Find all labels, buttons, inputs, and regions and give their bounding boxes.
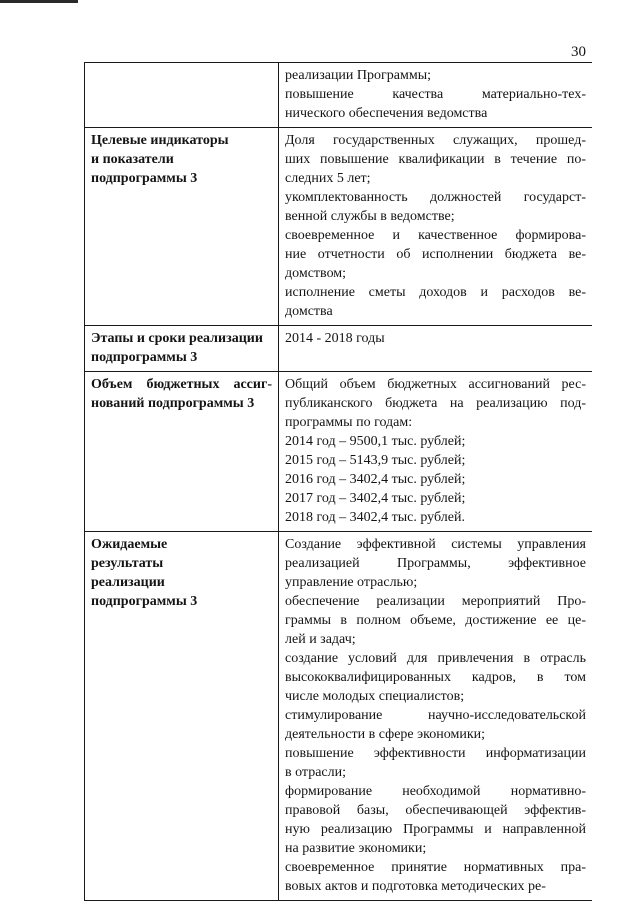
row-content-line: реализации Программы; <box>285 68 432 83</box>
row-content-line: ших повышение квалификации в течение по- <box>285 152 586 167</box>
row-label-cell <box>85 532 279 901</box>
table-row <box>85 326 593 372</box>
row-content-line: в отрасли; <box>285 765 347 780</box>
row-label-line: и показатели <box>91 152 174 167</box>
row-content-line: 2018 год – 3402,4 тыс. рублей. <box>285 510 465 525</box>
row-content-line: 2014 - 2018 годы <box>285 331 385 346</box>
row-content-line: 2015 год – 5143,9 тыс. рублей; <box>285 453 466 468</box>
row-label-line: Этапы и сроки реализации <box>91 331 263 346</box>
table-body <box>85 63 593 901</box>
row-label-cell <box>85 326 279 372</box>
passport-table-wrapper <box>84 62 592 905</box>
row-label-cell <box>85 372 279 532</box>
row-content-line: следних 5 лет; <box>285 171 371 186</box>
table-row <box>85 63 593 128</box>
row-content-line: исполнение сметы доходов и расходов ве- <box>285 285 586 300</box>
row-label-line: нований подпрограммы 3 <box>91 396 255 411</box>
row-content-line: 2014 год – 9500,1 тыс. рублей; <box>285 434 466 449</box>
row-content-line: высококвалифицированных кадров, в том <box>285 670 586 685</box>
row-content-line: программы по годам: <box>285 415 413 430</box>
table-row <box>85 532 593 901</box>
row-content-line: домством; <box>285 266 347 281</box>
row-label-line: Целевые индикаторы <box>91 133 229 148</box>
row-content-line: 2016 год – 3402,4 тыс. рублей; <box>285 472 466 487</box>
row-label-line: подпрограммы 3 <box>91 594 198 609</box>
row-content-line: повышение эффективности информатизации <box>285 746 586 761</box>
row-content-cell <box>279 532 593 901</box>
row-label-cell <box>85 63 279 128</box>
row-content-line: создание условий для привлечения в отрасль <box>285 651 586 666</box>
row-content-line: реализацией Программы, эффективное <box>285 556 586 571</box>
row-content-line: повышение качества материально-тех- <box>285 87 586 102</box>
row-label-line: Ожидаемые <box>91 537 168 552</box>
row-content-cell <box>279 128 593 326</box>
row-content-line: Общий объем бюджетных ассигнований рес- <box>285 377 586 392</box>
row-content-line: формирование необходимой нормативно- <box>285 784 586 799</box>
row-content-line: Создание эффективной системы управления <box>285 537 586 552</box>
row-content-line: ние отчетности об исполнении бюджета ве- <box>285 247 586 262</box>
row-content-line: укомплектованность должностей государст- <box>285 190 586 205</box>
row-label-cell <box>85 128 279 326</box>
row-content-line: Доля государственных служащих, прошед- <box>285 133 586 148</box>
row-content-line: домства <box>285 304 333 319</box>
page-number: 30 <box>571 44 586 60</box>
row-content-cell <box>279 63 593 128</box>
table-row <box>85 372 593 532</box>
row-label-line: реализации <box>91 575 165 590</box>
row-content-cell <box>279 372 593 532</box>
scan-edge-mark <box>0 0 78 3</box>
row-content-line: лей и задач; <box>285 632 356 647</box>
subprogram-passport-table <box>84 62 592 901</box>
row-content-line: своевременное принятие нормативных пра- <box>285 860 586 875</box>
row-label-line: подпрограммы 3 <box>91 171 198 186</box>
row-content-line: правовой базы, обеспечивающей эффектив- <box>285 803 586 818</box>
row-label-line: результаты <box>91 556 164 571</box>
row-content-line: ную реализацию Программы и направленной <box>285 822 586 837</box>
row-content-line: числе молодых специалистов; <box>285 689 465 704</box>
row-content-cell <box>279 326 593 372</box>
row-content-line: управление отраслью; <box>285 575 418 590</box>
row-content-line: вовых актов и подготовка методических ре- <box>285 879 546 894</box>
row-content-line: стимулирование научно-исследовательской <box>285 708 586 723</box>
row-content-line: обеспечение реализации мероприятий Про- <box>285 594 586 609</box>
row-content-line: своевременное и качественное формирова- <box>285 228 586 243</box>
row-content-line: нического обеспечения ведомства <box>285 106 488 121</box>
row-content-line: граммы в полном объеме, достижение ее це- <box>285 613 586 628</box>
row-content-line: 2017 год – 3402,4 тыс. рублей; <box>285 491 466 506</box>
row-content-line: деятельности в сфере экономики; <box>285 727 485 742</box>
row-label-line: подпрограммы 3 <box>91 350 198 365</box>
row-label-line: Объем бюджетных ассиг- <box>91 377 272 392</box>
row-content-line: на развитие экономики; <box>285 841 427 856</box>
row-content-line: венной службы в ведомстве; <box>285 209 455 224</box>
table-row <box>85 128 593 326</box>
row-content-line: публиканского бюджета на реализацию под- <box>285 396 586 411</box>
